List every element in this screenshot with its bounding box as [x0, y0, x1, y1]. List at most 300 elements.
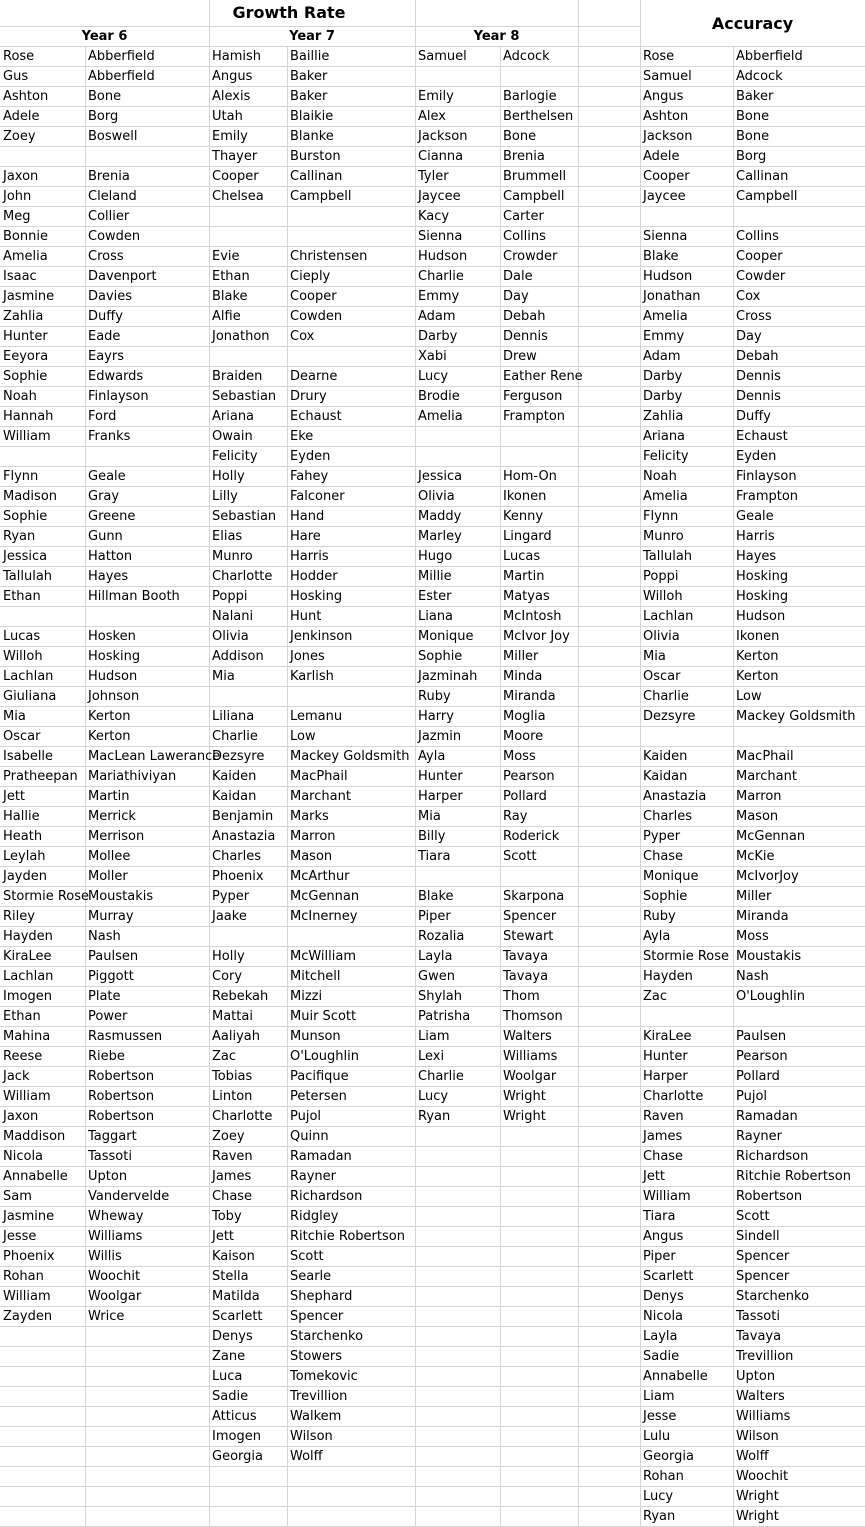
- accuracy-first-name-cell[interactable]: Samuel: [643, 69, 692, 84]
- year6-first-name-cell[interactable]: Phoenix: [3, 1249, 55, 1264]
- year7-first-name-cell[interactable]: Kaiden: [212, 769, 257, 784]
- accuracy-first-name-cell[interactable]: Oscar: [643, 669, 681, 684]
- year7-first-name-cell[interactable]: Elias: [212, 529, 243, 544]
- accuracy-last-name-cell[interactable]: McGennan: [736, 829, 806, 844]
- year7-first-name-cell[interactable]: Georgia: [212, 1449, 263, 1464]
- year6-first-name-cell[interactable]: Hannah: [3, 409, 54, 424]
- accuracy-last-name-cell[interactable]: Cowder: [736, 269, 786, 284]
- accuracy-last-name-cell[interactable]: Harris: [736, 529, 775, 544]
- year7-last-name-cell[interactable]: Ritchie Robertson: [290, 1229, 405, 1244]
- accuracy-first-name-cell[interactable]: Denys: [643, 1289, 684, 1304]
- year6-first-name-cell[interactable]: Sophie: [3, 509, 48, 524]
- year7-last-name-cell[interactable]: Wolff: [290, 1449, 323, 1464]
- year7-first-name-cell[interactable]: Rebekah: [212, 989, 269, 1004]
- year8-last-name-cell[interactable]: [500, 427, 578, 447]
- accuracy-first-name-cell[interactable]: Jackson: [643, 129, 693, 144]
- accuracy-last-name-cell[interactable]: Upton: [736, 1369, 776, 1384]
- year6-last-name-cell[interactable]: MacLean Lawerance: [88, 749, 221, 764]
- year8-first-name-cell[interactable]: Emmy: [418, 289, 460, 304]
- year7-last-name-cell[interactable]: Wilson: [290, 1429, 333, 1444]
- accuracy-last-name-cell[interactable]: Tavaya: [736, 1329, 782, 1344]
- year6-last-name-cell[interactable]: Moustakis: [88, 889, 154, 904]
- year7-first-name-cell[interactable]: Sebastian: [212, 509, 277, 524]
- year7-last-name-cell[interactable]: Searle: [290, 1269, 332, 1284]
- accuracy-first-name-cell[interactable]: Pyper: [643, 829, 681, 844]
- year8-first-name-cell[interactable]: Maddy: [418, 509, 462, 524]
- accuracy-last-name-cell[interactable]: Wright: [736, 1489, 779, 1504]
- year6-last-name-cell[interactable]: Merrick: [88, 809, 136, 824]
- accuracy-last-name-cell[interactable]: Moss: [736, 929, 769, 944]
- year7-first-name-cell[interactable]: Evie: [212, 249, 240, 264]
- year6-last-name-cell[interactable]: Hosken: [88, 629, 136, 644]
- year7-last-name-cell[interactable]: Pujol: [290, 1109, 322, 1124]
- accuracy-first-name-cell[interactable]: Zac: [643, 989, 668, 1004]
- year6-first-name-cell[interactable]: William: [3, 429, 51, 444]
- year6-first-name-cell[interactable]: Hayden: [3, 929, 53, 944]
- year7-last-name-cell[interactable]: Spencer: [290, 1309, 344, 1324]
- year7-last-name-cell[interactable]: Baker: [290, 89, 328, 104]
- year8-last-name-cell[interactable]: Miller: [503, 649, 539, 664]
- accuracy-first-name-cell[interactable]: Mia: [643, 649, 666, 664]
- year6-last-name-cell[interactable]: Piggott: [88, 969, 134, 984]
- year7-first-name-cell[interactable]: Lilly: [212, 489, 238, 504]
- year7-first-name-cell[interactable]: Utah: [212, 109, 243, 124]
- year7-first-name-cell[interactable]: Felicity: [212, 449, 258, 464]
- accuracy-first-name-cell[interactable]: Amelia: [643, 489, 688, 504]
- year6-last-name-cell[interactable]: Cleland: [88, 189, 137, 204]
- year8-first-name-cell[interactable]: Ruby: [418, 689, 451, 704]
- year8-first-name-cell[interactable]: Gwen: [418, 969, 455, 984]
- year6-first-name-cell[interactable]: Adele: [3, 109, 40, 124]
- year6-last-name-cell[interactable]: Wheway: [88, 1209, 144, 1224]
- year7-first-name-cell[interactable]: Jett: [212, 1229, 235, 1244]
- accuracy-first-name-cell[interactable]: Hayden: [643, 969, 693, 984]
- year6-last-name-cell[interactable]: Hudson: [88, 669, 138, 684]
- year7-first-name-cell[interactable]: Jonathon: [212, 329, 270, 344]
- accuracy-last-name-cell[interactable]: Scott: [736, 1209, 770, 1224]
- year6-last-name-cell[interactable]: Cowden: [88, 229, 141, 244]
- accuracy-last-name-cell[interactable]: Tassoti: [736, 1309, 780, 1324]
- year6-last-name-cell[interactable]: Merrison: [88, 829, 145, 844]
- year7-last-name-cell[interactable]: Harris: [290, 549, 329, 564]
- year7-first-name-cell[interactable]: Nalani: [212, 609, 254, 624]
- year8-first-name-cell[interactable]: Jazminah: [418, 669, 478, 684]
- accuracy-first-name-cell[interactable]: Piper: [643, 1249, 676, 1264]
- accuracy-first-name-cell[interactable]: Cooper: [643, 169, 690, 184]
- year7-last-name-cell[interactable]: Christensen: [290, 249, 368, 264]
- year7-last-name-cell[interactable]: McGennan: [290, 889, 360, 904]
- year7-first-name-cell[interactable]: Charlie: [212, 729, 258, 744]
- year7-last-name-cell[interactable]: Quinn: [290, 1129, 329, 1144]
- year8-last-name-cell[interactable]: Dale: [503, 269, 533, 284]
- year7-last-name-cell[interactable]: Tomekovic: [290, 1369, 358, 1384]
- year8-first-name-cell[interactable]: [415, 447, 500, 467]
- year7-first-name-cell[interactable]: Addison: [212, 649, 264, 664]
- year6-first-name-cell[interactable]: Mahina: [3, 1029, 51, 1044]
- year6-first-name-cell[interactable]: Rose: [3, 49, 35, 64]
- year6-last-name-cell[interactable]: Johnson: [88, 689, 140, 704]
- year6-last-name-cell[interactable]: Woochit: [88, 1269, 141, 1284]
- year7-last-name-cell[interactable]: Ridgley: [290, 1209, 339, 1224]
- accuracy-first-name-cell[interactable]: Nicola: [643, 1309, 684, 1324]
- year8-last-name-cell[interactable]: Brenia: [503, 149, 545, 164]
- accuracy-last-name-cell[interactable]: MacPhail: [736, 749, 794, 764]
- year7-first-name-cell[interactable]: Cory: [212, 969, 243, 984]
- year7-last-name-cell[interactable]: Falconer: [290, 489, 345, 504]
- year7-last-name-cell[interactable]: Hare: [290, 529, 321, 544]
- accuracy-last-name-cell[interactable]: Cooper: [736, 249, 783, 264]
- year7-last-name-cell[interactable]: Mackey Goldsmith: [290, 749, 410, 764]
- year8-first-name-cell[interactable]: Lexi: [418, 1049, 445, 1064]
- year6-first-name-cell[interactable]: Lachlan: [3, 969, 54, 984]
- year6-last-name-cell[interactable]: Robertson: [88, 1089, 155, 1104]
- accuracy-first-name-cell[interactable]: Raven: [643, 1109, 684, 1124]
- year6-first-name-cell[interactable]: Jaxon: [3, 1109, 39, 1124]
- accuracy-last-name-cell[interactable]: Duffy: [736, 409, 771, 424]
- year7-last-name-cell[interactable]: Lemanu: [290, 709, 343, 724]
- year7-first-name-cell[interactable]: Chelsea: [212, 189, 264, 204]
- year7-first-name-cell[interactable]: Hamish: [212, 49, 262, 64]
- year8-last-name-cell[interactable]: Pollard: [503, 789, 547, 804]
- year6-first-name-cell[interactable]: Jasmine: [3, 289, 55, 304]
- accuracy-first-name-cell[interactable]: Tallulah: [643, 549, 693, 564]
- year6-first-name-cell[interactable]: Annabelle: [3, 1169, 68, 1184]
- year7-first-name-cell[interactable]: Sadie: [212, 1389, 249, 1404]
- year8-first-name-cell[interactable]: Millie: [418, 569, 452, 584]
- accuracy-last-name-cell[interactable]: Ikonen: [736, 629, 780, 644]
- year6-last-name-cell[interactable]: Hosking: [88, 649, 141, 664]
- year7-first-name-cell[interactable]: Aaliyah: [212, 1029, 260, 1044]
- year6-first-name-cell[interactable]: Amelia: [3, 249, 48, 264]
- year7-last-name-cell[interactable]: Hodder: [290, 569, 338, 584]
- accuracy-last-name-cell[interactable]: [733, 207, 865, 227]
- year8-last-name-cell[interactable]: Minda: [503, 669, 543, 684]
- year7-first-name-cell[interactable]: Liliana: [212, 709, 255, 724]
- year6-last-name-cell[interactable]: Eade: [88, 329, 121, 344]
- accuracy-first-name-cell[interactable]: Adam: [643, 349, 681, 364]
- year8-last-name-cell[interactable]: Lingard: [503, 529, 552, 544]
- accuracy-last-name-cell[interactable]: Dennis: [736, 369, 781, 384]
- year7-first-name-cell[interactable]: Linton: [212, 1089, 253, 1104]
- year8-first-name-cell[interactable]: Piper: [418, 909, 451, 924]
- accuracy-last-name-cell[interactable]: Baker: [736, 89, 774, 104]
- year8-last-name-cell[interactable]: Thom: [503, 989, 540, 1004]
- year8-last-name-cell[interactable]: Martin: [503, 569, 545, 584]
- year8-last-name-cell[interactable]: Ikonen: [503, 489, 547, 504]
- year7-last-name-cell[interactable]: McWilliam: [290, 949, 357, 964]
- year7-first-name-cell[interactable]: Dezsyre: [212, 749, 265, 764]
- year7-last-name-cell[interactable]: [287, 347, 415, 367]
- accuracy-first-name-cell[interactable]: Ruby: [643, 909, 676, 924]
- year8-first-name-cell[interactable]: Blake: [418, 889, 454, 904]
- year6-last-name-cell[interactable]: Edwards: [88, 369, 144, 384]
- accuracy-first-name-cell[interactable]: Angus: [643, 89, 684, 104]
- year8-last-name-cell[interactable]: Tavaya: [503, 969, 549, 984]
- year7-first-name-cell[interactable]: Stella: [212, 1269, 249, 1284]
- year8-last-name-cell[interactable]: McIntosh: [503, 609, 562, 624]
- accuracy-last-name-cell[interactable]: Sindell: [736, 1229, 780, 1244]
- year7-last-name-cell[interactable]: MacPhail: [290, 769, 348, 784]
- year7-last-name-cell[interactable]: Blanke: [290, 129, 334, 144]
- accuracy-first-name-cell[interactable]: Dezsyre: [643, 709, 696, 724]
- year6-first-name-cell[interactable]: Pratheepan: [3, 769, 78, 784]
- year6-last-name-cell[interactable]: Kerton: [88, 729, 131, 744]
- year8-first-name-cell[interactable]: Mia: [418, 809, 441, 824]
- year8-first-name-cell[interactable]: Xabi: [418, 349, 447, 364]
- year7-first-name-cell[interactable]: Blake: [212, 289, 248, 304]
- year8-first-name-cell[interactable]: Marley: [418, 529, 462, 544]
- year8-first-name-cell[interactable]: Tyler: [418, 169, 449, 184]
- accuracy-first-name-cell[interactable]: Liam: [643, 1389, 675, 1404]
- accuracy-last-name-cell[interactable]: [733, 1007, 865, 1027]
- year7-last-name-cell[interactable]: [287, 687, 415, 707]
- year6-first-name-cell[interactable]: Lucas: [3, 629, 41, 644]
- year8-first-name-cell[interactable]: Ryan: [418, 1109, 451, 1124]
- accuracy-last-name-cell[interactable]: Woochit: [736, 1469, 789, 1484]
- year6-first-name-cell[interactable]: KiraLee: [3, 949, 52, 964]
- accuracy-first-name-cell[interactable]: Sadie: [643, 1349, 680, 1364]
- year7-last-name-cell[interactable]: Callinan: [290, 169, 343, 184]
- year6-last-name-cell[interactable]: Kerton: [88, 709, 131, 724]
- year8-last-name-cell[interactable]: Collins: [503, 229, 546, 244]
- accuracy-last-name-cell[interactable]: Moustakis: [736, 949, 802, 964]
- year7-first-name-cell[interactable]: [209, 927, 287, 947]
- year7-first-name-cell[interactable]: Zane: [212, 1349, 246, 1364]
- year6-last-name-cell[interactable]: Boswell: [88, 129, 138, 144]
- year7-first-name-cell[interactable]: Jaake: [212, 909, 247, 924]
- accuracy-first-name-cell[interactable]: Charlie: [643, 689, 689, 704]
- year6-first-name-cell[interactable]: Hunter: [3, 329, 48, 344]
- year6-last-name-cell[interactable]: Power: [88, 1009, 128, 1024]
- year6-first-name-cell[interactable]: Ethan: [3, 1009, 41, 1024]
- accuracy-last-name-cell[interactable]: Spencer: [736, 1269, 790, 1284]
- year6-last-name-cell[interactable]: Murray: [88, 909, 134, 924]
- year6-last-name-cell[interactable]: Borg: [88, 109, 119, 124]
- year6-first-name-cell[interactable]: Sam: [3, 1189, 32, 1204]
- year6-first-name-cell[interactable]: Reese: [3, 1049, 43, 1064]
- year8-first-name-cell[interactable]: Darby: [418, 329, 458, 344]
- accuracy-last-name-cell[interactable]: Nash: [736, 969, 769, 984]
- year8-first-name-cell[interactable]: Ester: [418, 589, 452, 604]
- accuracy-first-name-cell[interactable]: Darby: [643, 389, 683, 404]
- year6-first-name-cell[interactable]: Mia: [3, 709, 26, 724]
- accuracy-last-name-cell[interactable]: Pollard: [736, 1069, 780, 1084]
- year8-first-name-cell[interactable]: Sophie: [418, 649, 463, 664]
- accuracy-last-name-cell[interactable]: Wilson: [736, 1429, 779, 1444]
- year8-first-name-cell[interactable]: Rozalia: [418, 929, 465, 944]
- year6-first-name-cell[interactable]: Jack: [3, 1069, 30, 1084]
- year8-first-name-cell[interactable]: Charlie: [418, 269, 464, 284]
- year8-last-name-cell[interactable]: Spencer: [503, 909, 557, 924]
- accuracy-last-name-cell[interactable]: Spencer: [736, 1249, 790, 1264]
- year7-first-name-cell[interactable]: Alexis: [212, 89, 251, 104]
- year7-first-name-cell[interactable]: Pyper: [212, 889, 250, 904]
- year6-first-name-cell[interactable]: Oscar: [3, 729, 41, 744]
- accuracy-first-name-cell[interactable]: Sienna: [643, 229, 688, 244]
- year7-last-name-cell[interactable]: Marks: [290, 809, 329, 824]
- year8-last-name-cell[interactable]: Debah: [503, 309, 546, 324]
- accuracy-first-name-cell[interactable]: Ryan: [643, 1509, 676, 1524]
- accuracy-last-name-cell[interactable]: Starchenko: [736, 1289, 810, 1304]
- year8-first-name-cell[interactable]: Brodie: [418, 389, 460, 404]
- accuracy-first-name-cell[interactable]: Layla: [643, 1329, 678, 1344]
- accuracy-first-name-cell[interactable]: Jonathan: [643, 289, 701, 304]
- year7-first-name-cell[interactable]: Ethan: [212, 269, 250, 284]
- accuracy-first-name-cell[interactable]: Ayla: [643, 929, 671, 944]
- accuracy-first-name-cell[interactable]: Ashton: [643, 109, 689, 124]
- year6-last-name-cell[interactable]: Duffy: [88, 309, 123, 324]
- year6-last-name-cell[interactable]: Robertson: [88, 1069, 155, 1084]
- year6-first-name-cell[interactable]: [0, 147, 85, 167]
- year7-last-name-cell[interactable]: [287, 207, 415, 227]
- year8-first-name-cell[interactable]: Hunter: [418, 769, 463, 784]
- year6-last-name-cell[interactable]: Gunn: [88, 529, 123, 544]
- year7-last-name-cell[interactable]: Drury: [290, 389, 327, 404]
- year8-first-name-cell[interactable]: Jessica: [418, 469, 463, 484]
- accuracy-last-name-cell[interactable]: Wolff: [736, 1449, 769, 1464]
- year8-first-name-cell[interactable]: Olivia: [418, 489, 455, 504]
- year7-last-name-cell[interactable]: Baker: [290, 69, 328, 84]
- year6-last-name-cell[interactable]: [85, 147, 209, 167]
- year7-first-name-cell[interactable]: Mattai: [212, 1009, 253, 1024]
- year6-first-name-cell[interactable]: Meg: [3, 209, 31, 224]
- accuracy-first-name-cell[interactable]: Scarlett: [643, 1269, 694, 1284]
- year6-last-name-cell[interactable]: Willis: [88, 1249, 122, 1264]
- year7-first-name-cell[interactable]: Matilda: [212, 1289, 260, 1304]
- accuracy-last-name-cell[interactable]: Miranda: [736, 909, 789, 924]
- year7-first-name-cell[interactable]: Zoey: [212, 1129, 245, 1144]
- year7-first-name-cell[interactable]: Alfie: [212, 309, 241, 324]
- year6-last-name-cell[interactable]: Eayrs: [88, 349, 124, 364]
- year8-last-name-cell[interactable]: Tavaya: [503, 949, 549, 964]
- year7-last-name-cell[interactable]: Marchant: [290, 789, 351, 804]
- accuracy-last-name-cell[interactable]: Marchant: [736, 769, 797, 784]
- year7-last-name-cell[interactable]: Karlish: [290, 669, 334, 684]
- year6-last-name-cell[interactable]: Nash: [88, 929, 121, 944]
- accuracy-last-name-cell[interactable]: Miller: [736, 889, 772, 904]
- year6-first-name-cell[interactable]: Giuliana: [3, 689, 57, 704]
- year8-last-name-cell[interactable]: Woolgar: [503, 1069, 557, 1084]
- year8-first-name-cell[interactable]: Kacy: [418, 209, 450, 224]
- accuracy-last-name-cell[interactable]: McKie: [736, 849, 775, 864]
- accuracy-last-name-cell[interactable]: Kerton: [736, 669, 779, 684]
- year6-first-name-cell[interactable]: [0, 607, 85, 627]
- accuracy-last-name-cell[interactable]: Campbell: [736, 189, 798, 204]
- accuracy-last-name-cell[interactable]: Mason: [736, 809, 779, 824]
- year6-first-name-cell[interactable]: Jessica: [3, 549, 48, 564]
- year8-first-name-cell[interactable]: Patrisha: [418, 1009, 471, 1024]
- accuracy-last-name-cell[interactable]: Mackey Goldsmith: [736, 709, 856, 724]
- year8-last-name-cell[interactable]: Campbell: [503, 189, 565, 204]
- year7-last-name-cell[interactable]: Cieply: [290, 269, 331, 284]
- year7-first-name-cell[interactable]: Kaidan: [212, 789, 257, 804]
- year6-first-name-cell[interactable]: Sophie: [3, 369, 48, 384]
- accuracy-last-name-cell[interactable]: Bone: [736, 109, 770, 124]
- accuracy-first-name-cell[interactable]: Poppi: [643, 569, 679, 584]
- year8-last-name-cell[interactable]: Drew: [503, 349, 537, 364]
- accuracy-first-name-cell[interactable]: [640, 207, 733, 227]
- accuracy-first-name-cell[interactable]: William: [643, 1189, 691, 1204]
- year8-last-name-cell[interactable]: Kenny: [503, 509, 544, 524]
- accuracy-first-name-cell[interactable]: Olivia: [643, 629, 680, 644]
- accuracy-first-name-cell[interactable]: Ariana: [643, 429, 686, 444]
- accuracy-last-name-cell[interactable]: Frampton: [736, 489, 799, 504]
- year8-last-name-cell[interactable]: Eather Rene: [503, 369, 583, 384]
- year6-first-name-cell[interactable]: Maddison: [3, 1129, 66, 1144]
- year7-first-name-cell[interactable]: Braiden: [212, 369, 263, 384]
- year8-first-name-cell[interactable]: Charlie: [418, 1069, 464, 1084]
- year8-last-name-cell[interactable]: [500, 67, 578, 87]
- accuracy-first-name-cell[interactable]: James: [643, 1129, 683, 1144]
- accuracy-first-name-cell[interactable]: Munro: [643, 529, 684, 544]
- year8-first-name-cell[interactable]: [415, 67, 500, 87]
- year8-first-name-cell[interactable]: Shylah: [418, 989, 463, 1004]
- accuracy-first-name-cell[interactable]: Flynn: [643, 509, 679, 524]
- year8-last-name-cell[interactable]: Lucas: [503, 549, 541, 564]
- year8-first-name-cell[interactable]: Samuel: [418, 49, 467, 64]
- year7-last-name-cell[interactable]: Cowden: [290, 309, 343, 324]
- year7-last-name-cell[interactable]: Scott: [290, 1249, 324, 1264]
- accuracy-last-name-cell[interactable]: Echaust: [736, 429, 788, 444]
- year6-last-name-cell[interactable]: Cross: [88, 249, 124, 264]
- accuracy-last-name-cell[interactable]: McIvorJoy: [736, 869, 799, 884]
- year6-first-name-cell[interactable]: Jayden: [3, 869, 47, 884]
- accuracy-last-name-cell[interactable]: Geale: [736, 509, 774, 524]
- year7-last-name-cell[interactable]: Jenkinson: [290, 629, 353, 644]
- year8-last-name-cell[interactable]: Dennis: [503, 329, 548, 344]
- year7-last-name-cell[interactable]: Hunt: [290, 609, 322, 624]
- accuracy-last-name-cell[interactable]: Abberfield: [736, 49, 803, 64]
- accuracy-first-name-cell[interactable]: Felicity: [643, 449, 689, 464]
- accuracy-first-name-cell[interactable]: [640, 1007, 733, 1027]
- year6-last-name-cell[interactable]: Davenport: [88, 269, 157, 284]
- year7-first-name-cell[interactable]: [209, 687, 287, 707]
- year7-last-name-cell[interactable]: Stowers: [290, 1349, 343, 1364]
- year8-last-name-cell[interactable]: Crowder: [503, 249, 558, 264]
- year7-last-name-cell[interactable]: Eke: [290, 429, 314, 444]
- year7-first-name-cell[interactable]: Tobias: [212, 1069, 253, 1084]
- year7-first-name-cell[interactable]: Denys: [212, 1329, 253, 1344]
- year6-first-name-cell[interactable]: Riley: [3, 909, 35, 924]
- year6-last-name-cell[interactable]: Bone: [88, 89, 122, 104]
- year8-last-name-cell[interactable]: Berthelsen: [503, 109, 574, 124]
- year6-first-name-cell[interactable]: Noah: [3, 389, 37, 404]
- year6-last-name-cell[interactable]: Woolgar: [88, 1289, 142, 1304]
- year7-first-name-cell[interactable]: Cooper: [212, 169, 259, 184]
- year8-last-name-cell[interactable]: Roderick: [503, 829, 560, 844]
- accuracy-first-name-cell[interactable]: Blake: [643, 249, 679, 264]
- year7-last-name-cell[interactable]: Echaust: [290, 409, 342, 424]
- year7-last-name-cell[interactable]: Cox: [290, 329, 315, 344]
- year8-last-name-cell[interactable]: Pearson: [503, 769, 555, 784]
- year6-last-name-cell[interactable]: Ford: [88, 409, 117, 424]
- year6-last-name-cell[interactable]: Greene: [88, 509, 136, 524]
- year6-last-name-cell[interactable]: Taggart: [88, 1129, 137, 1144]
- year6-first-name-cell[interactable]: Rohan: [3, 1269, 44, 1284]
- year7-last-name-cell[interactable]: Fahey: [290, 469, 329, 484]
- year8-first-name-cell[interactable]: Billy: [418, 829, 446, 844]
- year6-first-name-cell[interactable]: Eeyora: [3, 349, 49, 364]
- year6-last-name-cell[interactable]: Hatton: [88, 549, 133, 564]
- year8-first-name-cell[interactable]: Hugo: [418, 549, 453, 564]
- year7-last-name-cell[interactable]: [287, 227, 415, 247]
- year8-first-name-cell[interactable]: Hudson: [418, 249, 468, 264]
- year8-last-name-cell[interactable]: [500, 867, 578, 887]
- year6-last-name-cell[interactable]: Martin: [88, 789, 130, 804]
- year6-last-name-cell[interactable]: [85, 447, 209, 467]
- year7-first-name-cell[interactable]: Raven: [212, 1149, 253, 1164]
- accuracy-first-name-cell[interactable]: Kaiden: [643, 749, 688, 764]
